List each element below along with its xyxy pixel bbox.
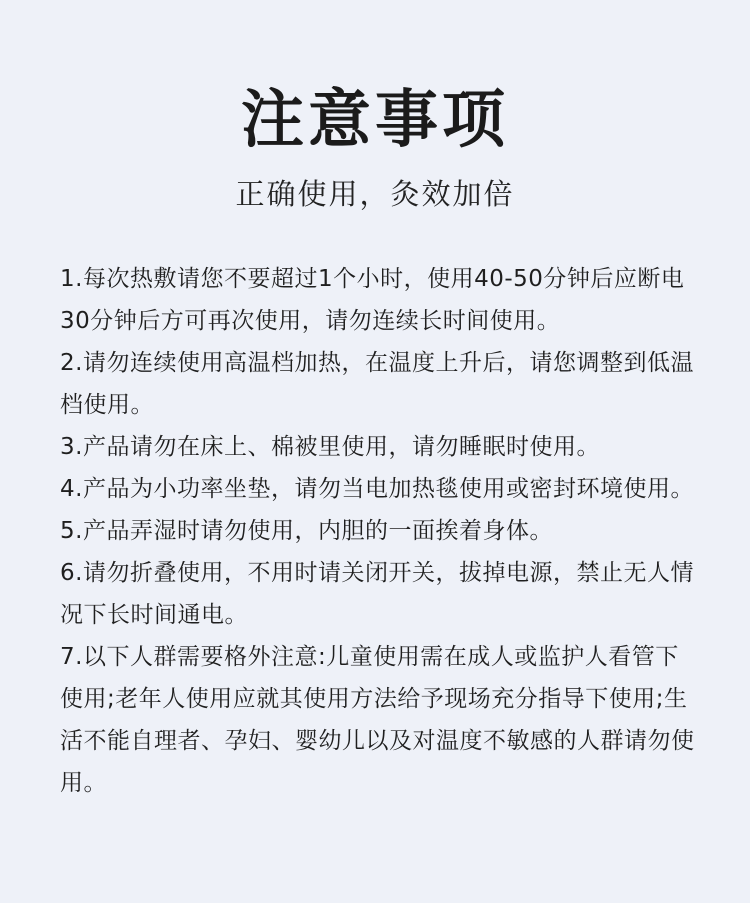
notes-list: [60, 258, 700, 804]
note-item: 6.请勿折叠使用，不用时请关闭开关，拔掉电源，禁止无人情况下长时间通电。: [60, 560, 694, 628]
note-item: 2.请勿连续使用高温档加热，在温度上升后，请您调整到低温档使用。: [60, 350, 694, 418]
note-item: 5.产品弄湿时请勿使用，内胆的一面挨着身体。: [60, 518, 553, 544]
page-subtitle: 正确使用，灸效加倍: [235, 177, 515, 211]
note-item: 7.以下人群需要格外注意:儿童使用需在成人或监护人看管下使用;老年人使用应就其使用方法给予现场充分指导下使用;生活不能自理者、孕妇、婴幼儿以及对温度不敏感的人群请勿使用。: [60, 644, 695, 796]
note-item: 3.产品请勿在床上、棉被里使用，请勿睡眠时使用。: [60, 434, 600, 460]
page-title: 注意事项: [241, 83, 509, 156]
note-item: 4.产品为小功率坐垫，请勿当电加热毯使用或密封环境使用。: [60, 476, 694, 502]
note-item: 1.每次热敷请您不要超过1个小时，使用40-50分钟后应断电30分钟后方可再次使用，请勿连续长时间使用。: [60, 266, 685, 334]
